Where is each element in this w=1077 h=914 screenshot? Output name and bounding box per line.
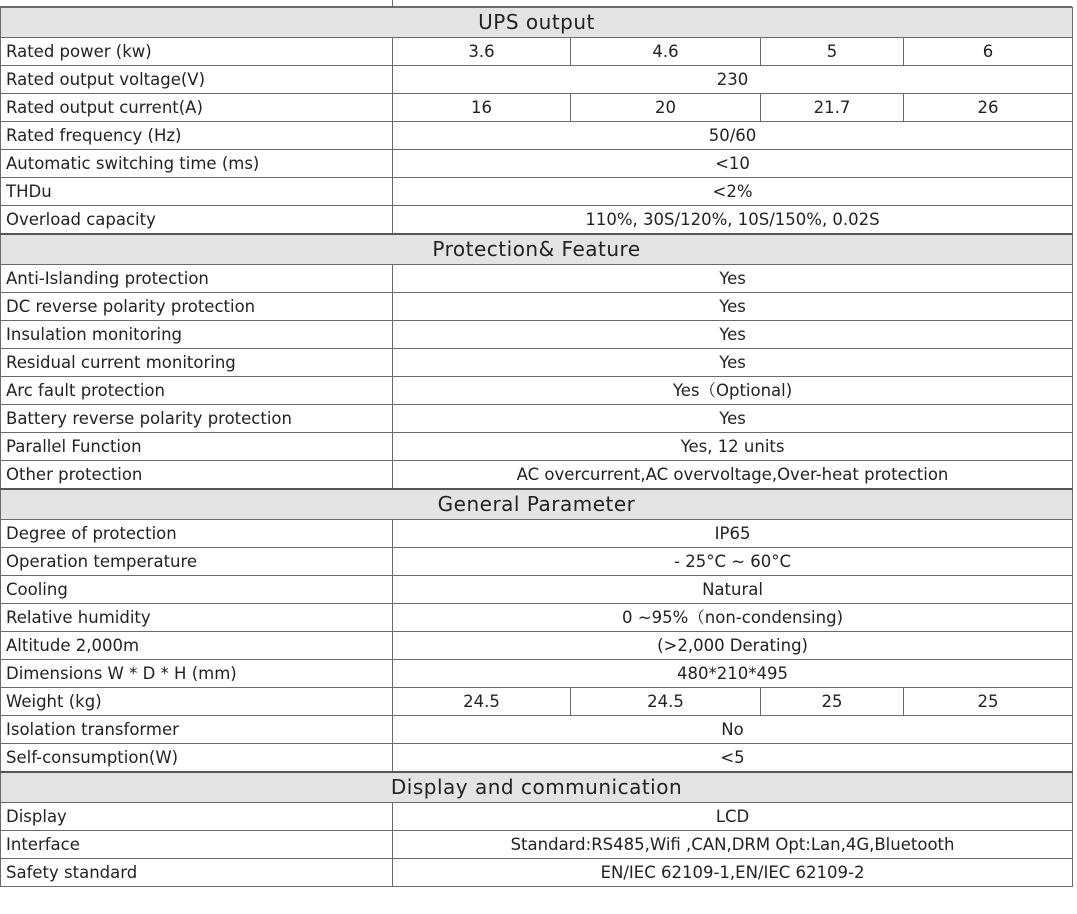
divider (392, 0, 393, 7)
section-title: General Parameter (1, 489, 1073, 520)
spec-label: Anti-Islanding protection (1, 265, 393, 293)
spec-table (0, 7, 1073, 887)
spec-row-automatic-switching-time-ms (1, 150, 1073, 178)
section-header-general-parameter (1, 489, 1073, 520)
spec-row-dimensions-w-d-h-mm (1, 660, 1073, 688)
section-header-protection-feature (1, 234, 1073, 265)
spec-label: Other protection (1, 461, 393, 490)
spec-label: Relative humidity (1, 604, 393, 632)
spec-value: AC overcurrent,AC overvoltage,Over-heat protection (393, 461, 1073, 490)
spec-label: Dimensions W * D * H (mm) (1, 660, 393, 688)
spec-value-model-4: 26 (904, 94, 1073, 122)
spec-label: Rated frequency (Hz) (1, 122, 393, 150)
spec-row-rated-frequency-hz (1, 122, 1073, 150)
section-title: UPS output (1, 8, 1073, 38)
spec-value: 110%, 30S/120%, 10S/150%, 0.02S (393, 206, 1073, 235)
spec-value: 50/60 (393, 122, 1073, 150)
spec-row-altitude-2-000m (1, 632, 1073, 660)
spec-label: Operation temperature (1, 548, 393, 576)
spec-value: Natural (393, 576, 1073, 604)
spec-value: 480*210*495 (393, 660, 1073, 688)
spec-value: Yes (393, 405, 1073, 433)
spec-label: THDu (1, 178, 393, 206)
spec-label: Altitude 2,000m (1, 632, 393, 660)
spec-value: <5 (393, 744, 1073, 773)
spec-value: IP65 (393, 520, 1073, 548)
spec-row-cooling (1, 576, 1073, 604)
spec-value-model-3: 21.7 (761, 94, 904, 122)
spec-row-anti-islanding-protection (1, 265, 1073, 293)
spec-row-overload-capacity (1, 206, 1073, 235)
spec-value-model-1: 24.5 (393, 688, 571, 716)
spec-label: Interface (1, 831, 393, 859)
section-title: Display and communication (1, 772, 1073, 803)
table-top-edge (0, 0, 1077, 7)
spec-value: Yes, 12 units (393, 433, 1073, 461)
spec-row-degree-of-protection (1, 520, 1073, 548)
spec-row-safety-standard (1, 859, 1073, 887)
spec-row-relative-humidity (1, 604, 1073, 632)
section-title: Protection& Feature (1, 234, 1073, 265)
spec-value-model-1: 3.6 (393, 38, 571, 66)
spec-row-rated-output-current-a (1, 94, 1073, 122)
spec-label: Arc fault protection (1, 377, 393, 405)
spec-value-model-2: 4.6 (571, 38, 761, 66)
spec-value-model-4: 25 (904, 688, 1073, 716)
spec-row-dc-reverse-polarity-protection (1, 293, 1073, 321)
spec-label: Safety standard (1, 859, 393, 887)
spec-label: Rated power (kw) (1, 38, 393, 66)
spec-label: Cooling (1, 576, 393, 604)
spec-label: Rated output current(A) (1, 94, 393, 122)
spec-row-battery-reverse-polarity-protection (1, 405, 1073, 433)
spec-row-insulation-monitoring (1, 321, 1073, 349)
spec-row-residual-current-monitoring (1, 349, 1073, 377)
spec-row-arc-fault-protection (1, 377, 1073, 405)
spec-row-rated-power-kw (1, 38, 1073, 66)
spec-value: - 25°C ~ 60°C (393, 548, 1073, 576)
spec-label: Isolation transformer (1, 716, 393, 744)
spec-label: Display (1, 803, 393, 831)
spec-label: DC reverse polarity protection (1, 293, 393, 321)
spec-value: 0 ~95%（non-condensing) (393, 604, 1073, 632)
spec-label: Weight (kg) (1, 688, 393, 716)
spec-label: Self-consumption(W) (1, 744, 393, 773)
spec-table-body (1, 8, 1073, 887)
spec-row-operation-temperature (1, 548, 1073, 576)
spec-value: EN/IEC 62109-1,EN/IEC 62109-2 (393, 859, 1073, 887)
spec-label: Residual current monitoring (1, 349, 393, 377)
spec-row-thdu (1, 178, 1073, 206)
spec-row-other-protection (1, 461, 1073, 490)
spec-row-self-consumption-w (1, 744, 1073, 773)
spec-label: Overload capacity (1, 206, 393, 235)
spec-value: Yes (393, 265, 1073, 293)
spec-value: Standard:RS485,Wifi ,CAN,DRM Opt:Lan,4G,Bluetooth (393, 831, 1073, 859)
spec-row-rated-output-voltage-v (1, 66, 1073, 94)
spec-row-parallel-function (1, 433, 1073, 461)
spec-row-isolation-transformer (1, 716, 1073, 744)
spec-value-model-1: 16 (393, 94, 571, 122)
spec-value: Yes（Optional) (393, 377, 1073, 405)
spec-value: No (393, 716, 1073, 744)
spec-value-model-3: 25 (761, 688, 904, 716)
section-header-ups-output (1, 8, 1073, 38)
spec-row-interface (1, 831, 1073, 859)
spec-value: <2% (393, 178, 1073, 206)
spec-value-model-2: 20 (571, 94, 761, 122)
spec-label: Degree of protection (1, 520, 393, 548)
spec-label: Automatic switching time (ms) (1, 150, 393, 178)
spec-value: 230 (393, 66, 1073, 94)
spec-value: Yes (393, 293, 1073, 321)
spec-value: <10 (393, 150, 1073, 178)
spec-value: Yes (393, 349, 1073, 377)
spec-value: Yes (393, 321, 1073, 349)
spec-value-model-3: 5 (761, 38, 904, 66)
spec-value: (>2,000 Derating) (393, 632, 1073, 660)
spec-label: Battery reverse polarity protection (1, 405, 393, 433)
spec-label: Rated output voltage(V) (1, 66, 393, 94)
spec-label: Parallel Function (1, 433, 393, 461)
spec-value-model-4: 6 (904, 38, 1073, 66)
spec-row-display (1, 803, 1073, 831)
spec-value-model-2: 24.5 (571, 688, 761, 716)
spec-value: LCD (393, 803, 1073, 831)
spec-label: Insulation monitoring (1, 321, 393, 349)
section-header-display-and-communication (1, 772, 1073, 803)
spec-row-weight-kg (1, 688, 1073, 716)
